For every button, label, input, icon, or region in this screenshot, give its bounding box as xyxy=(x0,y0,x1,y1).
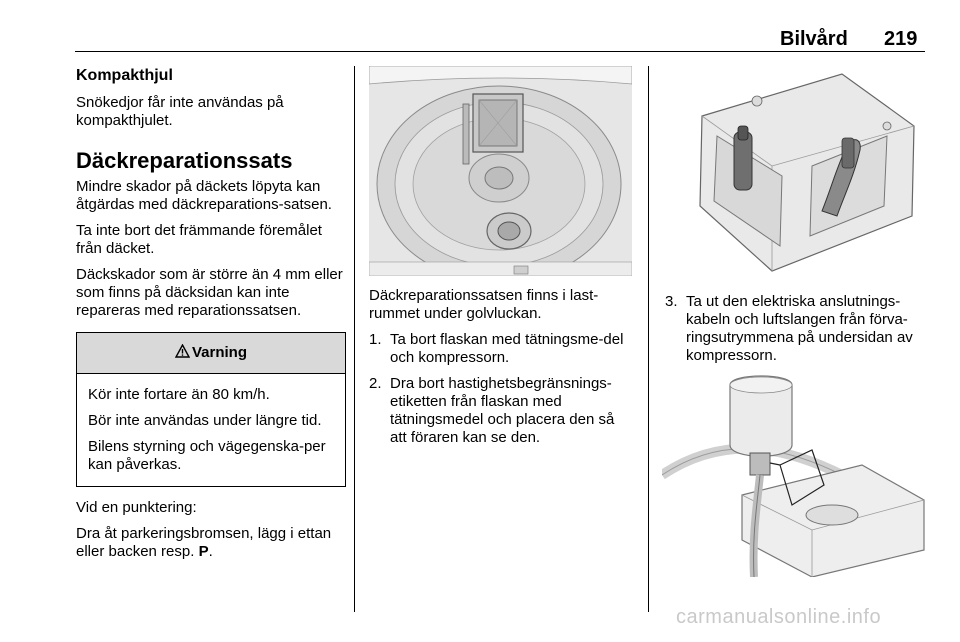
column-divider-right xyxy=(648,66,649,612)
figure-compressor-underside xyxy=(662,66,925,276)
figure-compressor-with-bottle xyxy=(662,365,925,577)
warning-duration: Bör inte användas under längre tid. xyxy=(88,412,322,429)
warning-triangle-icon xyxy=(175,344,190,358)
paragraph-minor-damage: Mindre skador på däckets löpyta kan åtgärdas med däckreparations-satsen. xyxy=(76,178,332,213)
running-header-section: Bilvård xyxy=(780,28,848,50)
paragraph-large-damage: Däckskador som är större än 4 mm eller som finns på däcksidan kan inte repareras med reparationssatsen. xyxy=(76,266,343,319)
warning-header xyxy=(77,333,345,374)
warning-speed: Kör inte fortare än 80 km/h. xyxy=(88,386,270,403)
step-item: 3. Ta ut den elektriska anslutnings-kabeln och luftslangen från förva-ringsutrymmena på undersidan av kompressorn. xyxy=(665,293,913,364)
column-1 xyxy=(76,66,346,569)
spare-wheel-well-illustration xyxy=(369,66,632,276)
paragraph-kit-location: Däckreparationssatsen finns i last-rummet under golvluckan. xyxy=(369,287,599,322)
warning-title: Varning xyxy=(191,344,247,361)
watermark-text: carmanualsonline.info xyxy=(676,606,882,628)
steps-list-1 xyxy=(369,331,635,447)
step-item: 2. Dra bort hastighetsbegränsnings-etiketten från flaskan med tätningsmedel och placera den så att föraren kan se den. xyxy=(369,375,615,446)
compressor-underside-illustration xyxy=(662,66,925,276)
subheading-kompakthjul: Kompakthjul xyxy=(76,67,173,84)
warning-body xyxy=(77,374,345,486)
warning-box xyxy=(76,332,346,487)
step-item: 1. Ta bort flaskan med tätningsme-del och kompressorn. xyxy=(369,331,624,366)
paragraph-puncture: Vid en punktering: xyxy=(76,499,197,516)
warning-steering: Bilens styrning och vägegenska-per kan påverkas. xyxy=(88,438,326,473)
steps-list-2 xyxy=(665,293,927,365)
figure-spare-wheel-well xyxy=(369,66,632,276)
heading-tyre-repair-kit: Däckreparationssats xyxy=(76,148,293,173)
paragraph-parking-brake: Dra åt parkeringsbromsen, lägg i ettan eller backen resp. P. xyxy=(76,525,332,560)
column-2 xyxy=(369,287,635,455)
compressor-bottle-illustration xyxy=(662,365,925,577)
column-divider-left xyxy=(354,66,355,612)
page-number: 219 xyxy=(884,28,918,50)
paragraph-foreign-object: Ta inte bort det främmande föremålet från däcket. xyxy=(76,222,322,257)
gear-p-label: P xyxy=(198,543,209,560)
column-3 xyxy=(665,287,927,373)
paragraph-snow-chains: Snökedjor får inte användas på kompakthjulet. xyxy=(76,94,284,129)
header-rule xyxy=(75,51,925,52)
